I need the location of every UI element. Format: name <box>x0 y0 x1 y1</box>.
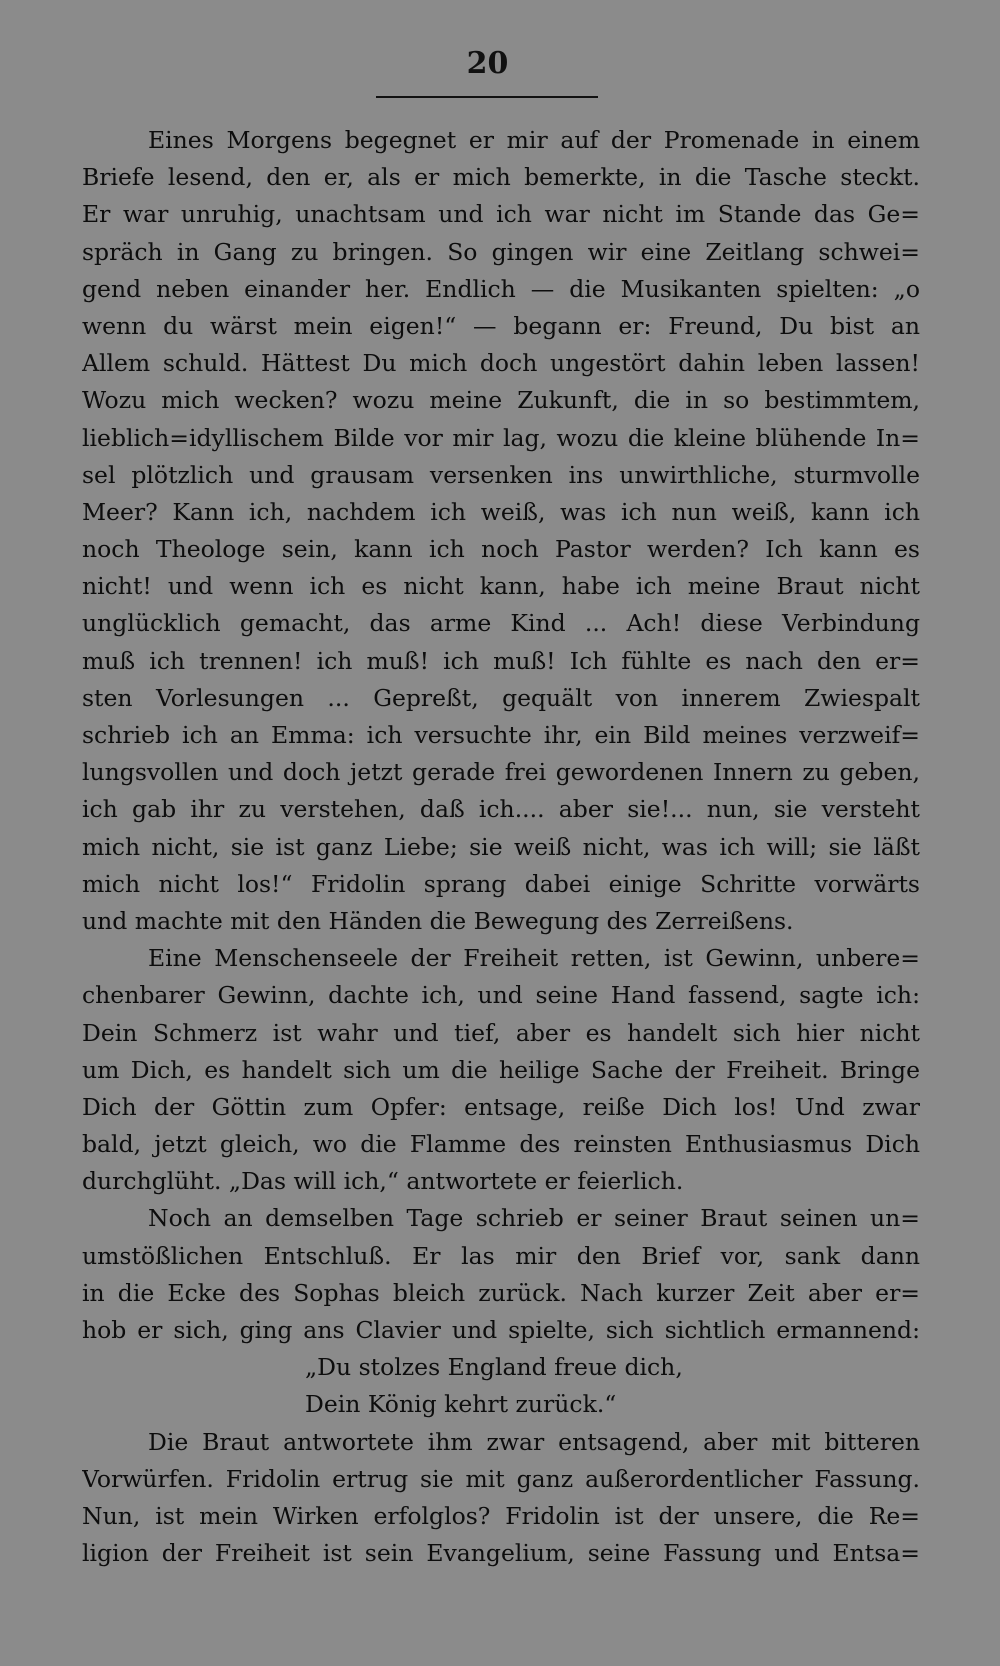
text-line: Wozu mich wecken? wozu meine Zukunft, die in so bestimmtem, <box>82 386 920 415</box>
text-line: lungsvollen und doch jetzt gerade frei gewordenen Innern zu geben, <box>82 758 920 787</box>
text-line: gend neben einander her. Endlich — die Musikanten spielten: „o <box>82 274 920 303</box>
text-line: unglücklich gemacht, das arme Kind ... Ach! diese Verbindung <box>82 609 920 638</box>
text-line: chenbarer Gewinn, dachte ich, und seine Hand fassend, sagte ich: <box>82 981 920 1010</box>
text-line: ich gab ihr zu verstehen, daß ich.... aber sie!... nun, sie versteht <box>82 795 920 824</box>
text-line: und machte mit den Händen die Bewegung des Zerreißens. <box>82 906 794 935</box>
text-line: spräch in Gang zu bringen. So gingen wir eine Zeitlang schwei= <box>82 237 920 266</box>
text-line: um Dich, es handelt sich um die heilige Sache der Freiheit. Bringe <box>82 1055 920 1084</box>
text-line: Er war unruhig, unachtsam und ich war nicht im Stande das Ge= <box>82 200 920 229</box>
header-rule <box>376 96 598 98</box>
text-line: Noch an demselben Tage schrieb er seiner Braut seinen un= <box>148 1204 920 1233</box>
text-line: bald, jetzt gleich, wo die Flamme des reinsten Enthusiasmus Dich <box>82 1130 920 1159</box>
text-line: sel plötzlich und grausam versenken ins unwirthliche, sturmvolle <box>82 460 920 489</box>
text-line: in die Ecke des Sophas bleich zurück. Nach kurzer Zeit aber er= <box>82 1278 920 1307</box>
body-text <box>82 122 920 1572</box>
text-line: lieblich=idyllischem Bilde vor mir lag, wozu die kleine blühende In= <box>82 423 920 452</box>
text-line: mich nicht, sie ist ganz Liebe; sie weiß nicht, was ich will; sie läßt <box>82 832 920 861</box>
text-line: Eines Morgens begegnet er mir auf der Promenade in einem <box>148 126 920 154</box>
text-line: durchglüht. „Das will ich,“ antwortete er feierlich. <box>82 1167 684 1196</box>
text-line: Meer? Kann ich, nachdem ich weiß, was ich nun weiß, kann ich <box>82 497 920 526</box>
text-line: schrieb ich an Emma: ich versuchte ihr, ein Bild meines verzweif= <box>82 721 920 749</box>
text-line: Dein Schmerz ist wahr und tief, aber es handelt sich hier nicht <box>82 1018 920 1047</box>
text-line: ligion der Freiheit ist sein Evangelium, seine Fassung und Entsa= <box>82 1539 920 1568</box>
text-line: Nun, ist mein Wirken erfolglos? Fridolin ist der unsere, die Re= <box>82 1501 920 1530</box>
page-number: 20 <box>466 46 509 81</box>
text-line: noch Theologe sein, kann ich noch Pastor werden? Ich kann es <box>82 535 920 564</box>
text-line: umstößlichen Entschluß. Er las mir den Brief vor, sank dann <box>82 1241 920 1270</box>
text-line: sten Vorlesungen ... Gepreßt, gequält von innerem Zwiespalt <box>82 683 920 712</box>
text-line: Vorwürfen. Fridolin ertrug sie mit ganz außerordentlicher Fassung. <box>82 1464 920 1493</box>
text-line: Eine Menschenseele der Freiheit retten, ist Gewinn, unbere= <box>148 944 920 973</box>
text-line: muß ich trennen! ich muß! ich muß! Ich fühlte es nach den er= <box>82 646 920 675</box>
text-line: mich nicht los!“ Fridolin sprang dabei einige Schritte vorwärts <box>82 869 920 898</box>
text-line: nicht! und wenn ich es nicht kann, habe ich meine Braut nicht <box>82 572 920 601</box>
verse-line: Dein König kehrt zurück.“ <box>305 1390 617 1419</box>
text-line: wenn du wärst mein eigen!“ — begann er: Freund, Du bist an <box>82 311 920 340</box>
text-line: hob er sich, ging ans Clavier und spielte, sich sichtlich ermannend: <box>82 1316 920 1344</box>
text-line: Briefe lesend, den er, als er mich bemerkte, in die Tasche steckt. <box>82 163 920 192</box>
text-line: Die Braut antwortete ihm zwar entsagend, aber mit bitteren <box>148 1427 920 1456</box>
text-line: Dich der Göttin zum Opfer: entsage, reiße Dich los! Und zwar <box>82 1092 920 1121</box>
verse-line: „Du stolzes England freue dich, <box>305 1353 683 1382</box>
text-line: Allem schuld. Hättest Du mich doch ungestört dahin leben lassen! <box>82 349 920 378</box>
